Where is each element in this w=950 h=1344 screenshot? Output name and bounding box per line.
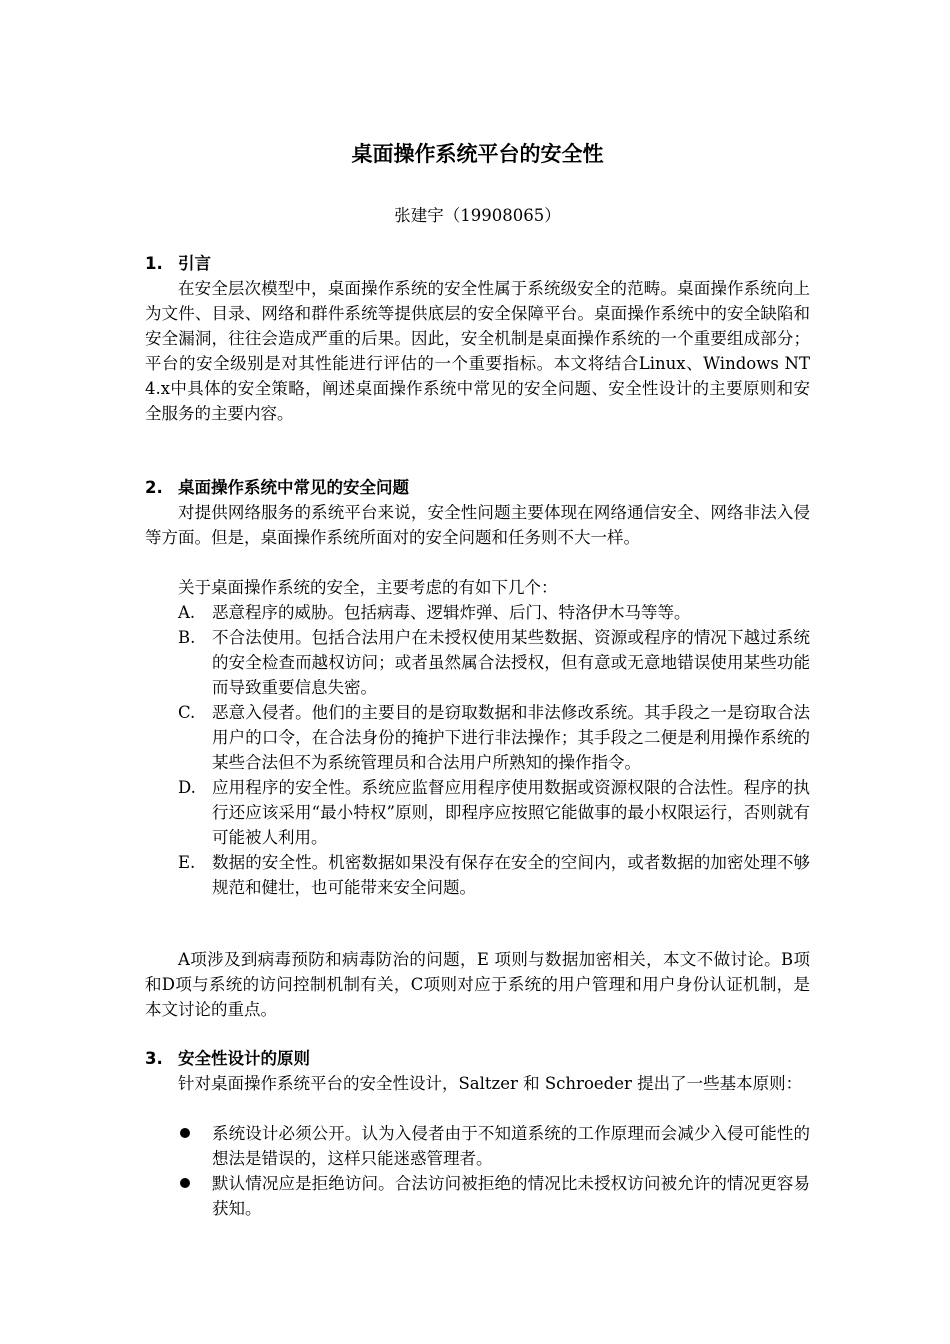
list-marker: A. (178, 603, 196, 622)
bullet-dot-icon (180, 1178, 190, 1188)
section-3-title: 安全性设计的原则 (178, 1049, 310, 1068)
section-2-paragraph-3: A项涉及到病毒预防和病毒防治的问题，E 项则与数据加密相关，本文不做讨论。B项和D项与系统的访问控制机制有关，C项则对应于系统的用户管理和用户身份认证机制，是本文讨论的重点。 (145, 950, 810, 1019)
list-item-text: 不合法使用。包括合法用户在未授权使用某些数据、资源或程序的情况下越过系统的安全检查而越权访问；或者虽然属合法授权，但有意或无意地错误使用某些功能而导致重要信息失密。 (212, 628, 810, 697)
list-item-e (178, 850, 810, 900)
list-item-text: 数据的安全性。机密数据如果没有保存在安全的空间内，或者数据的加密处理不够规范和健壮，也可能带来安全问题。 (212, 853, 810, 897)
bullet-item-text: 默认情况应是拒绝访问。合法访问被拒绝的情况比未授权访问被允许的情况更容易获知。 (212, 1174, 810, 1218)
section-1-heading (145, 251, 211, 277)
bullet-item (178, 1121, 810, 1171)
bullet-marker (178, 1121, 208, 1146)
bullet-marker (178, 1171, 208, 1196)
section-1-title: 引言 (178, 254, 211, 273)
bullet-dot-icon (180, 1128, 190, 1138)
section-3-bullet-list (178, 1121, 810, 1221)
document-author: 张建宇（19908065） (394, 206, 561, 225)
section-3-heading (145, 1046, 310, 1072)
section-3-number: 3. (145, 1049, 163, 1068)
list-item-text: 恶意入侵者。他们的主要目的是窃取数据和非法修改系统。其手段之一是窃取合法用户的口令，在合法身份的掩护下进行非法操作；其手段之二便是利用操作系统的某些合法但不为系统管理员和合法用户所熟知的操作指令。 (212, 703, 810, 772)
list-marker: E. (178, 853, 196, 872)
section-1-number: 1. (145, 254, 163, 273)
list-marker: C. (178, 703, 196, 722)
section-2-number: 2. (145, 478, 163, 497)
list-item-d (178, 775, 810, 850)
list-item-a (178, 600, 810, 625)
list-item-text: 恶意程序的威胁。包括病毒、逻辑炸弹、后门、特洛伊木马等等。 (212, 603, 691, 622)
bullet-item-text: 系统设计必须公开。认为入侵者由于不知道系统的工作原理而会减少入侵可能性的想法是错误的，这样只能迷惑管理者。 (212, 1124, 810, 1168)
list-item-b (178, 625, 810, 700)
section-2-heading (145, 475, 409, 501)
bullet-item (178, 1171, 810, 1221)
section-2-paragraph-1: 对提供网络服务的系统平台来说，安全性问题主要体现在网络通信安全、网络非法入侵等方面。但是，桌面操作系统所面对的安全问题和任务则不大一样。 (145, 503, 810, 547)
section-2-paragraph-2: 关于桌面操作系统的安全，主要考虑的有如下几个： (178, 578, 558, 597)
section-1-paragraph: 在安全层次模型中，桌面操作系统的安全性属于系统级安全的范畴。桌面操作系统向上为文件、目录、网络和群件系统等提供底层的安全保障平台。桌面操作系统中的安全缺陷和安全漏洞，往往会造成严重的后果。因此，安全机制是桌面操作系统的一个重要组成部分；平台的安全级别是对其性能进行评估的一个重要指标。本文将结合Linux、Windows NT 4.x中具体的安全策略，阐述桌面操作系统中常见的安全问题、安全性设计的主要原则和安全服务的主要内容。 (145, 279, 810, 423)
list-marker: D. (178, 778, 196, 797)
document-title: 桌面操作系统平台的安全性 (351, 142, 604, 166)
list-item-c (178, 700, 810, 775)
list-item-text: 应用程序的安全性。系统应监督应用程序使用数据或资源权限的合法性。程序的执行还应该采用“最小特权”原则，即程序应按照它能做事的最小权限运行，否则就有可能被人利用。 (212, 778, 810, 847)
list-marker: B. (178, 628, 196, 647)
section-3-paragraph: 针对桌面操作系统平台的安全性设计，Saltzer 和 Schroeder 提出了一些基本原则： (178, 1074, 803, 1093)
section-2-list (178, 600, 810, 900)
section-2-title: 桌面操作系统中常见的安全问题 (178, 478, 409, 497)
